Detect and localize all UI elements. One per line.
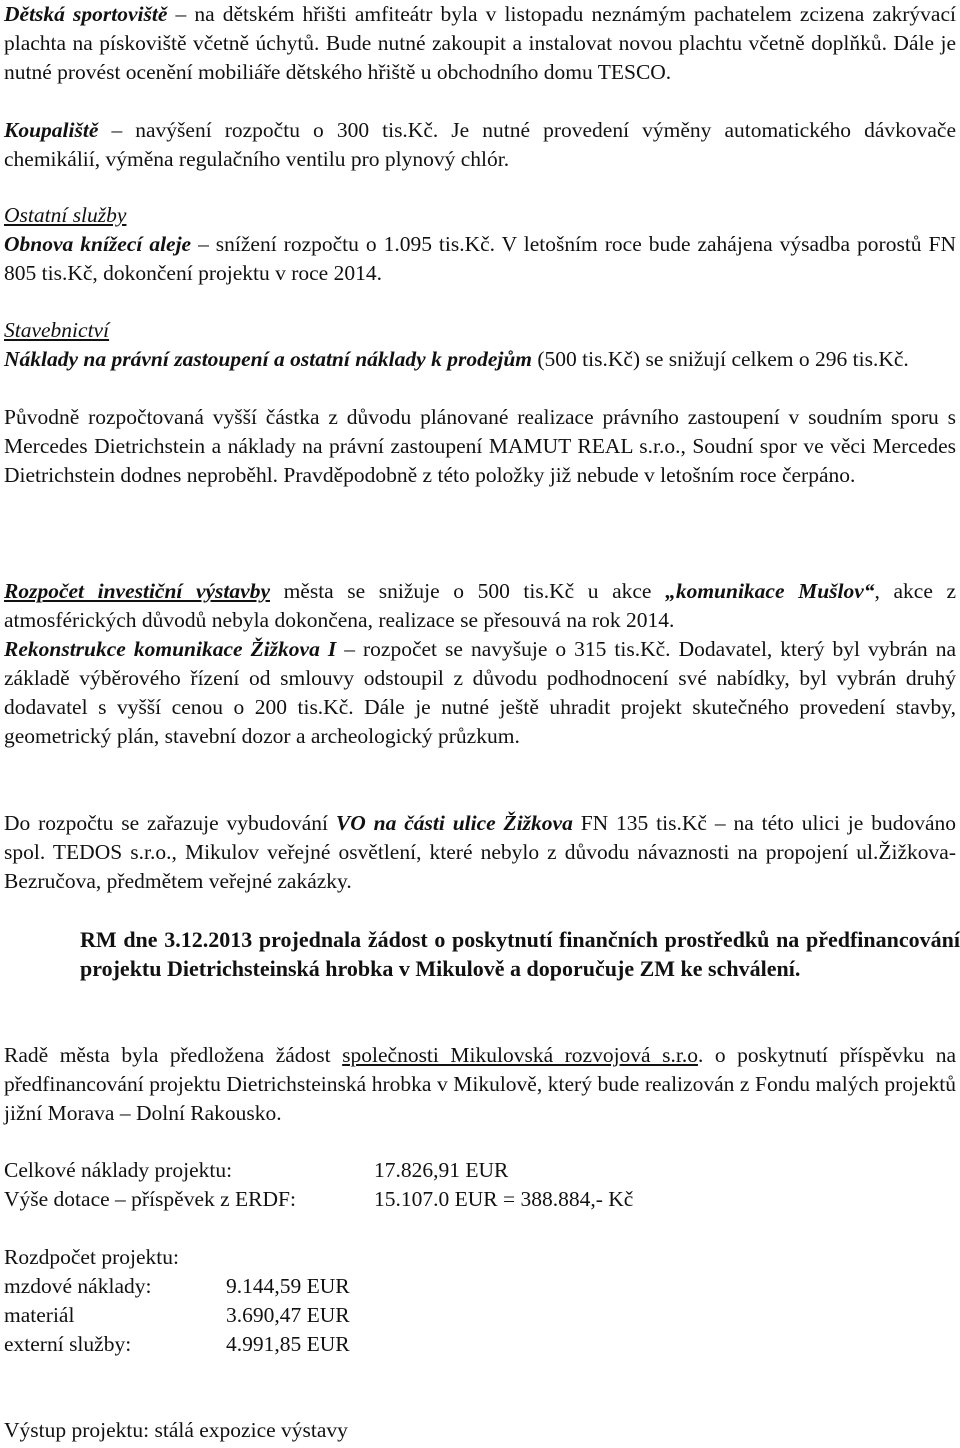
section-heading: Ostatní služby bbox=[4, 203, 127, 227]
section-label: Rekonstrukce komunikace Žižkova I bbox=[4, 637, 337, 661]
paragraph-text: – navýšení rozpočtu o 300 tis.Kč. Je nutné provedení výměny automatického dávkovače chemikálií, výměna regulačního ventilu pro plynový chlór. bbox=[4, 118, 956, 171]
paragraph-street-lighting bbox=[4, 809, 956, 896]
budget-value: 9.144,59 EUR bbox=[226, 1274, 350, 1298]
paragraph-text: – snížení rozpočtu o 1.095 tis.Kč. V letošním roce bude zahájena výsadba porostů FN 805 tis.Kč, dokončení projektu v roce 2014. bbox=[4, 232, 956, 285]
paragraph-council-request bbox=[4, 1041, 956, 1128]
paragraph-legal-explanation: Původně rozpočtovaná vyšší částka z důvodu plánované realizace právního zastoupení v soudním sporu s Mercedes Dietrichstein a náklady na právní zastoupení MAMUT REAL s.r.o., Soudní spor ve věci Mercedes Dietrichstein dodnes neproběhl. Pravděpodobně z této položky již nebude v letošním roce čerpáno. bbox=[4, 405, 956, 487]
section-label: Rozpočet investiční výstavby bbox=[4, 579, 270, 603]
cost-label: Celkové náklady projektu: bbox=[4, 1158, 233, 1182]
paragraph-investment-budget bbox=[4, 577, 956, 635]
cost-value: 17.826,91 EUR bbox=[374, 1158, 509, 1182]
budget-heading: Rozdpočet projektu: bbox=[4, 1245, 179, 1269]
project-costs bbox=[4, 1156, 956, 1214]
budget-value: 3.690,47 EUR bbox=[226, 1303, 350, 1327]
section-label: Náklady na právní zastoupení a ostatní náklady k prodejům bbox=[4, 347, 533, 371]
paragraph-text: Do rozpočtu se zařazuje vybudování bbox=[4, 811, 336, 835]
project-budget bbox=[4, 1243, 956, 1359]
paragraph-text: . o poskytnutí příspěvku na předfinancování projektu Dietrichsteinská hrobka v Mikulově, který bude realizován z Fondu malých projektů jižní Morava – Dolní Rakousko. bbox=[4, 1043, 956, 1125]
cost-label: Výše dotace – příspěvek z ERDF: bbox=[4, 1187, 296, 1211]
section-heading: Stavebnictví bbox=[4, 318, 110, 342]
paragraph-text: města se snižuje o 500 tis.Kč u akce bbox=[270, 579, 666, 603]
paragraph-road-reconstruction bbox=[4, 635, 956, 751]
budget-row bbox=[4, 1272, 956, 1301]
paragraph-legal-costs bbox=[4, 345, 956, 374]
section-label: Obnova knížecí aleje bbox=[4, 232, 192, 256]
budget-label: materiál bbox=[4, 1303, 75, 1327]
section-label-road: „komunikace Mušlov“ bbox=[665, 579, 875, 603]
paragraph-text: Radě města byla předložena žádost bbox=[4, 1043, 343, 1067]
paragraph-text: , akce z atmosférických důvodů nebyla dokončena, realizace se přesouvá na rok 2014. bbox=[4, 579, 956, 632]
heading-construction bbox=[4, 316, 956, 345]
cost-value: 15.107.0 EUR = 388.884,- Kč bbox=[374, 1187, 634, 1211]
paragraph-text: (500 tis.Kč) se snižují celkem o 296 tis.Kč. bbox=[532, 347, 909, 371]
paragraph-alley-renewal bbox=[4, 230, 956, 288]
company-name: společnosti Mikulovská rozvojová s.r.o bbox=[342, 1043, 698, 1067]
section-label: Dětská sportoviště bbox=[4, 2, 168, 26]
budget-label: mzdové náklady: bbox=[4, 1274, 152, 1298]
budget-value: 4.991,85 EUR bbox=[226, 1332, 350, 1356]
paragraph-text: – rozpočet se navyšuje o 315 tis.Kč. Dodavatel, který byl vybrán na základě výběrového řízení od smlouvy odstoupil z důvodu podhodnocení své nabídky, byl vybrán druhý dodavatel s vyšší cenou o 200 tis.Kč. Dále je nutné ještě uhradit projekt skutečného provedení stavby, geometrický plán, stavební dozor a archeologický průzkum. bbox=[4, 637, 956, 748]
council-resolution: RM dne 3.12.2013 projednala žádost o poskytnutí finančních prostředků na předfinancování projektu Dietrichsteinská hrobka v Mikulově a doporučuje ZM ke schválení. bbox=[80, 927, 960, 981]
heading-other-services bbox=[4, 201, 956, 230]
budget-row bbox=[4, 1301, 956, 1330]
budget-row bbox=[4, 1330, 956, 1359]
cost-row bbox=[4, 1185, 956, 1214]
paragraph-text: – na dětském hřišti amfiteátr byla v listopadu neznámým pachatelem zcizena zakrývací plachta na pískoviště včetně úchytů. Bude nutné zakoupit a instalovat novou plachtu včetně doplňků. Dále je nutné provést ocenění mobiliáře dětského hřiště u obchodního domu TESCO. bbox=[4, 2, 956, 84]
section-label: VO na části ulice Žižkova bbox=[335, 811, 573, 835]
project-output: Výstup projektu: stálá expozice výstavy bbox=[4, 1418, 348, 1442]
paragraph-swimming-pool bbox=[4, 116, 956, 174]
budget-label: externí služby: bbox=[4, 1332, 132, 1356]
cost-row bbox=[4, 1156, 956, 1185]
paragraph-children-playgrounds bbox=[4, 0, 956, 87]
section-label: Koupaliště bbox=[4, 118, 99, 142]
paragraph-text: FN 135 tis.Kč – na této ulici je budováno spol. TEDOS s.r.o., Mikulov veřejné osvětlení, které nebylo z důvodu návaznosti na propojení ul.Žižkova-Bezručova, předmětem veřejné zakázky. bbox=[4, 811, 956, 893]
